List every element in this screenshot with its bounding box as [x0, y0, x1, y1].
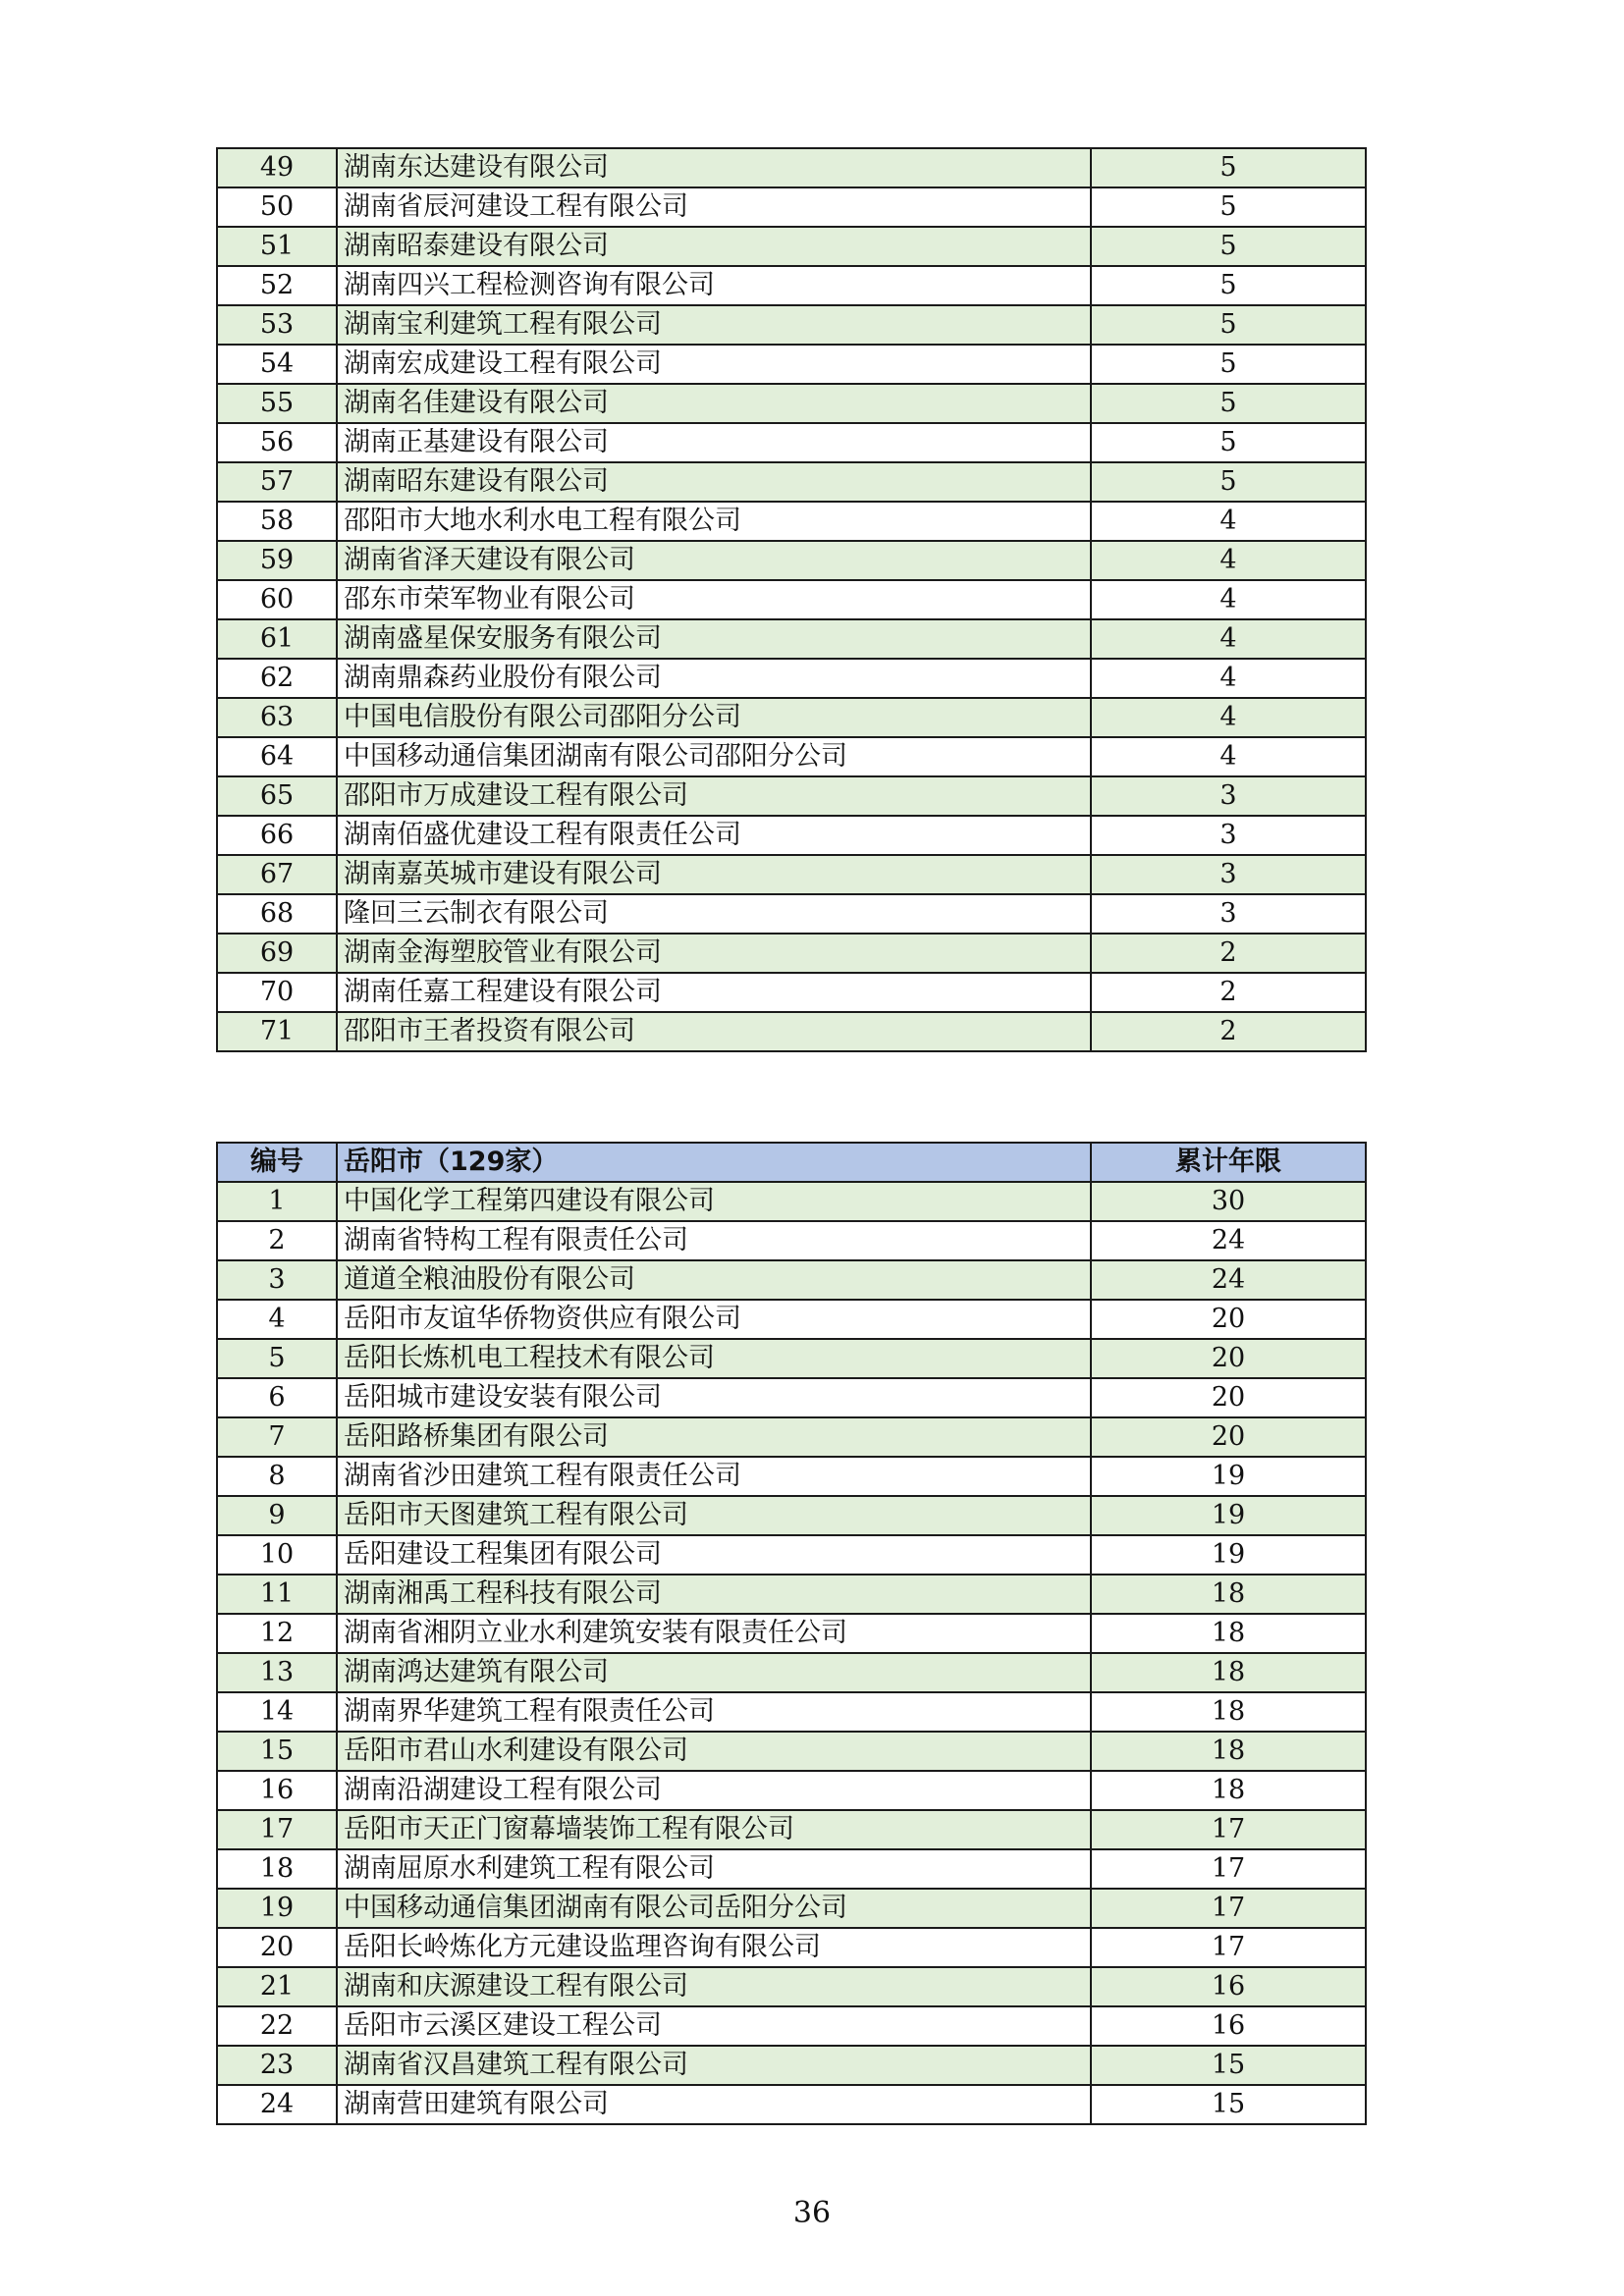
company-name: 中国移动通信集团湖南有限公司岳阳分公司	[337, 1889, 1091, 1928]
table-row	[217, 384, 1366, 423]
cumulative-years: 20	[1091, 1339, 1366, 1378]
table-row	[217, 1732, 1366, 1771]
cumulative-years: 17	[1091, 1810, 1366, 1849]
table-row	[217, 2085, 1366, 2124]
company-name: 湖南昭东建设有限公司	[337, 462, 1091, 502]
row-number: 6	[217, 1378, 337, 1417]
row-number: 5	[217, 1339, 337, 1378]
table-row	[217, 1182, 1366, 1221]
cumulative-years: 18	[1091, 1614, 1366, 1653]
company-name: 湖南省沙田建筑工程有限责任公司	[337, 1457, 1091, 1496]
cumulative-years: 3	[1091, 776, 1366, 816]
table-row	[217, 1378, 1366, 1417]
row-number: 49	[217, 148, 337, 187]
company-name: 岳阳建设工程集团有限公司	[337, 1535, 1091, 1575]
company-name: 湖南省汉昌建筑工程有限公司	[337, 2046, 1091, 2085]
cumulative-years: 4	[1091, 659, 1366, 698]
cumulative-years: 17	[1091, 1889, 1366, 1928]
row-number: 51	[217, 227, 337, 266]
company-name: 岳阳市君山水利建设有限公司	[337, 1732, 1091, 1771]
cumulative-years: 20	[1091, 1300, 1366, 1339]
row-number: 22	[217, 2006, 337, 2046]
company-name: 岳阳路桥集团有限公司	[337, 1417, 1091, 1457]
cumulative-years: 4	[1091, 737, 1366, 776]
row-number: 8	[217, 1457, 337, 1496]
row-number: 18	[217, 1849, 337, 1889]
table-row	[217, 619, 1366, 659]
company-name: 岳阳长岭炼化方元建设监理咨询有限公司	[337, 1928, 1091, 1967]
company-name: 湖南正基建设有限公司	[337, 423, 1091, 462]
cumulative-years: 18	[1091, 1653, 1366, 1692]
cumulative-years: 4	[1091, 502, 1366, 541]
row-number: 64	[217, 737, 337, 776]
header-years: 累计年限	[1091, 1143, 1366, 1182]
company-name: 湖南营田建筑有限公司	[337, 2085, 1091, 2124]
company-name: 湖南湘禹工程科技有限公司	[337, 1575, 1091, 1614]
table-row	[217, 855, 1366, 894]
cumulative-years: 2	[1091, 934, 1366, 973]
table-row	[217, 2046, 1366, 2085]
row-number: 3	[217, 1260, 337, 1300]
header-number: 编号	[217, 1143, 337, 1182]
row-number: 2	[217, 1221, 337, 1260]
row-number: 55	[217, 384, 337, 423]
row-number: 68	[217, 894, 337, 934]
company-name: 湖南屈原水利建筑工程有限公司	[337, 1849, 1091, 1889]
row-number: 15	[217, 1732, 337, 1771]
table-row	[217, 1928, 1366, 1967]
company-name: 湖南省特构工程有限责任公司	[337, 1221, 1091, 1260]
row-number: 10	[217, 1535, 337, 1575]
table-row	[217, 1653, 1366, 1692]
company-name: 岳阳市云溪区建设工程公司	[337, 2006, 1091, 2046]
row-number: 67	[217, 855, 337, 894]
company-name: 邵阳市万成建设工程有限公司	[337, 776, 1091, 816]
cumulative-years: 18	[1091, 1732, 1366, 1771]
table-row	[217, 776, 1366, 816]
company-name: 中国电信股份有限公司邵阳分公司	[337, 698, 1091, 737]
cumulative-years: 2	[1091, 1012, 1366, 1051]
company-name: 湖南东达建设有限公司	[337, 148, 1091, 187]
table-row	[217, 462, 1366, 502]
company-name: 邵阳市王者投资有限公司	[337, 1012, 1091, 1051]
row-number: 16	[217, 1771, 337, 1810]
cumulative-years: 30	[1091, 1182, 1366, 1221]
table-row	[217, 659, 1366, 698]
cumulative-years: 15	[1091, 2046, 1366, 2085]
company-name: 岳阳城市建设安装有限公司	[337, 1378, 1091, 1417]
table-row	[217, 1575, 1366, 1614]
company-name: 湖南金海塑胶管业有限公司	[337, 934, 1091, 973]
table-row	[217, 345, 1366, 384]
header-city: 岳阳市（129家）	[337, 1143, 1091, 1182]
table-row	[217, 1614, 1366, 1653]
company-name: 湖南任嘉工程建设有限公司	[337, 973, 1091, 1012]
cumulative-years: 5	[1091, 305, 1366, 345]
table-row	[217, 1889, 1366, 1928]
cumulative-years: 4	[1091, 541, 1366, 580]
company-name: 岳阳长炼机电工程技术有限公司	[337, 1339, 1091, 1378]
company-name: 湖南盛星保安服务有限公司	[337, 619, 1091, 659]
cumulative-years: 5	[1091, 462, 1366, 502]
row-number: 66	[217, 816, 337, 855]
company-name: 湖南昭泰建设有限公司	[337, 227, 1091, 266]
company-name: 湖南四兴工程检测咨询有限公司	[337, 266, 1091, 305]
cumulative-years: 15	[1091, 2085, 1366, 2124]
row-number: 17	[217, 1810, 337, 1849]
row-number: 59	[217, 541, 337, 580]
company-name: 岳阳市天正门窗幕墙装饰工程有限公司	[337, 1810, 1091, 1849]
cumulative-years: 5	[1091, 266, 1366, 305]
company-name: 道道全粮油股份有限公司	[337, 1260, 1091, 1300]
table-row	[217, 1771, 1366, 1810]
cumulative-years: 19	[1091, 1496, 1366, 1535]
table-row	[217, 934, 1366, 973]
company-name: 岳阳市天图建筑工程有限公司	[337, 1496, 1091, 1535]
enterprise-table-shaoyang-continued	[216, 147, 1367, 1052]
cumulative-years: 2	[1091, 973, 1366, 1012]
table-row	[217, 266, 1366, 305]
cumulative-years: 24	[1091, 1221, 1366, 1260]
table-row	[217, 1967, 1366, 2006]
row-number: 69	[217, 934, 337, 973]
row-number: 54	[217, 345, 337, 384]
row-number: 11	[217, 1575, 337, 1614]
row-number: 19	[217, 1889, 337, 1928]
row-number: 21	[217, 1967, 337, 2006]
company-name: 中国化学工程第四建设有限公司	[337, 1182, 1091, 1221]
table-row	[217, 502, 1366, 541]
cumulative-years: 16	[1091, 2006, 1366, 2046]
table-row	[217, 1260, 1366, 1300]
table-row	[217, 973, 1366, 1012]
cumulative-years: 4	[1091, 580, 1366, 619]
cumulative-years: 20	[1091, 1378, 1366, 1417]
table-row	[217, 894, 1366, 934]
cumulative-years: 17	[1091, 1849, 1366, 1889]
table-row	[217, 1417, 1366, 1457]
cumulative-years: 17	[1091, 1928, 1366, 1967]
page-number: 36	[792, 2196, 832, 2230]
company-name: 湖南宏成建设工程有限公司	[337, 345, 1091, 384]
company-name: 湖南省湘阴立业水利建筑安装有限责任公司	[337, 1614, 1091, 1653]
company-name: 湖南宝利建筑工程有限公司	[337, 305, 1091, 345]
row-number: 53	[217, 305, 337, 345]
cumulative-years: 19	[1091, 1535, 1366, 1575]
row-number: 7	[217, 1417, 337, 1457]
company-name: 湖南和庆源建设工程有限公司	[337, 1967, 1091, 2006]
company-name: 隆回三云制衣有限公司	[337, 894, 1091, 934]
row-number: 58	[217, 502, 337, 541]
row-number: 12	[217, 1614, 337, 1653]
company-name: 邵阳市大地水利水电工程有限公司	[337, 502, 1091, 541]
table-row	[217, 227, 1366, 266]
row-number: 63	[217, 698, 337, 737]
cumulative-years: 18	[1091, 1575, 1366, 1614]
table-row	[217, 698, 1366, 737]
cumulative-years: 3	[1091, 894, 1366, 934]
enterprise-table-yueyang	[216, 1142, 1367, 2125]
row-number: 23	[217, 2046, 337, 2085]
cumulative-years: 24	[1091, 1260, 1366, 1300]
table-row	[217, 187, 1366, 227]
row-number: 57	[217, 462, 337, 502]
row-number: 9	[217, 1496, 337, 1535]
row-number: 50	[217, 187, 337, 227]
row-number: 71	[217, 1012, 337, 1051]
company-name: 中国移动通信集团湖南有限公司邵阳分公司	[337, 737, 1091, 776]
table-row	[217, 148, 1366, 187]
table-row	[217, 305, 1366, 345]
table-row	[217, 1012, 1366, 1051]
row-number: 24	[217, 2085, 337, 2124]
company-name: 岳阳市友谊华侨物资供应有限公司	[337, 1300, 1091, 1339]
row-number: 1	[217, 1182, 337, 1221]
row-number: 52	[217, 266, 337, 305]
table-row	[217, 1457, 1366, 1496]
company-name: 湖南佰盛优建设工程有限责任公司	[337, 816, 1091, 855]
table-row	[217, 1496, 1366, 1535]
cumulative-years: 5	[1091, 384, 1366, 423]
cumulative-years: 5	[1091, 148, 1366, 187]
row-number: 62	[217, 659, 337, 698]
table-row	[217, 1810, 1366, 1849]
cumulative-years: 16	[1091, 1967, 1366, 2006]
company-name: 湖南省泽天建设有限公司	[337, 541, 1091, 580]
cumulative-years: 3	[1091, 816, 1366, 855]
row-number: 13	[217, 1653, 337, 1692]
company-name: 湖南嘉英城市建设有限公司	[337, 855, 1091, 894]
cumulative-years: 20	[1091, 1417, 1366, 1457]
cumulative-years: 3	[1091, 855, 1366, 894]
row-number: 14	[217, 1692, 337, 1732]
row-number: 4	[217, 1300, 337, 1339]
row-number: 65	[217, 776, 337, 816]
table-row	[217, 580, 1366, 619]
table-row	[217, 1300, 1366, 1339]
company-name: 湖南鸿达建筑有限公司	[337, 1653, 1091, 1692]
table-row	[217, 1535, 1366, 1575]
row-number: 60	[217, 580, 337, 619]
company-name: 湖南名佳建设有限公司	[337, 384, 1091, 423]
company-name: 湖南沿湖建设工程有限公司	[337, 1771, 1091, 1810]
table-row	[217, 816, 1366, 855]
row-number: 20	[217, 1928, 337, 1967]
cumulative-years: 4	[1091, 619, 1366, 659]
company-name: 湖南界华建筑工程有限责任公司	[337, 1692, 1091, 1732]
company-name: 邵东市荣军物业有限公司	[337, 580, 1091, 619]
cumulative-years: 18	[1091, 1692, 1366, 1732]
company-name: 湖南省辰河建设工程有限公司	[337, 187, 1091, 227]
row-number: 56	[217, 423, 337, 462]
cumulative-years: 5	[1091, 423, 1366, 462]
table-row	[217, 1339, 1366, 1378]
cumulative-years: 18	[1091, 1771, 1366, 1810]
table-row	[217, 1849, 1366, 1889]
table-row	[217, 2006, 1366, 2046]
cumulative-years: 19	[1091, 1457, 1366, 1496]
cumulative-years: 5	[1091, 187, 1366, 227]
table-row	[217, 541, 1366, 580]
cumulative-years: 4	[1091, 698, 1366, 737]
table-row	[217, 1221, 1366, 1260]
table-row	[217, 1692, 1366, 1732]
cumulative-years: 5	[1091, 345, 1366, 384]
company-name: 湖南鼎森药业股份有限公司	[337, 659, 1091, 698]
table-row	[217, 737, 1366, 776]
table-row	[217, 423, 1366, 462]
table-header-row	[217, 1143, 1366, 1182]
row-number: 70	[217, 973, 337, 1012]
cumulative-years: 5	[1091, 227, 1366, 266]
row-number: 61	[217, 619, 337, 659]
